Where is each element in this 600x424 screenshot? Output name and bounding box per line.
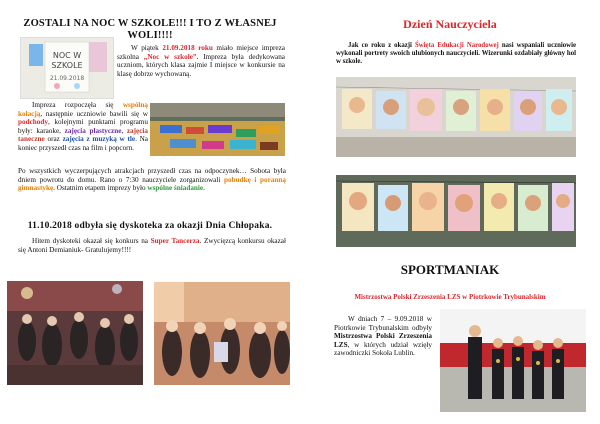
gym-photo xyxy=(150,103,285,156)
article-title-line2: WOLI!!!! xyxy=(127,30,173,41)
poster-text: NOC W xyxy=(52,51,82,60)
teachers-day-title: Dzień Nauczyciela xyxy=(403,17,497,31)
text: W piątek xyxy=(131,44,163,52)
portraits-photo-1 xyxy=(336,77,576,157)
highlight-dance: zajęcia taneczne xyxy=(18,126,148,144)
sportmaniak-title: SPORTMANIAK xyxy=(400,262,500,277)
disco-heading: 11.10.2018 odbyła się dyskoteka za okazji Dnia Chłopaka. xyxy=(27,221,273,231)
text: oraz xyxy=(44,135,63,144)
sport-subtitle: Mistrzostwa Polski Zrzeszenia LZS w Piotrkowie Trybunalskim xyxy=(354,293,546,301)
text: . xyxy=(203,184,205,193)
highlight-music: zajęcia z muzyką w tle xyxy=(62,135,136,144)
night-program-paragraph xyxy=(18,101,148,153)
text: , następnie uczniowie bawili się w xyxy=(40,109,148,118)
text: nasi wspaniali uczniowie wykonali portrety swoich ulubionych nauczycieli. Wizerunki ozdabiały główny hol w szkole. xyxy=(336,42,576,66)
teachers-day-paragraph xyxy=(336,42,576,67)
article-title-line1: ZOSTALI NA NOC W SZKOLE!!! I TO Z WŁASNEJ xyxy=(23,18,277,29)
championship-name: Mistrzostwa Polski Zrzeszenia LZS xyxy=(334,332,432,349)
text: miało miejsce impreza szkolna xyxy=(117,44,285,61)
text: , xyxy=(121,126,127,135)
text: W dniach 7 – 9.09.2018 w Piotrkowie Trybunalskim odbyły xyxy=(334,315,432,332)
sport-paragraph xyxy=(334,315,432,358)
highlight-art: zajęcia plastyczne xyxy=(64,126,122,135)
night-end-paragraph xyxy=(18,167,286,193)
svg-text:SZKOLE: SZKOLE xyxy=(51,61,83,70)
highlight-morning: pobudkę i poranną gimnastykę xyxy=(18,175,286,193)
text: , kolejnymi punktami programu były: karaoke, xyxy=(18,118,148,135)
disco-photo-2 xyxy=(154,282,290,385)
poster-photo xyxy=(20,37,114,99)
text: Hitem dyskoteki okazał się konkurs na xyxy=(32,237,151,245)
event-name: „Noc w szkole”. xyxy=(143,52,199,61)
highlight-dinner: wspólną kolacją xyxy=(18,101,148,118)
night-intro-paragraph xyxy=(117,44,285,78)
right-page xyxy=(300,0,600,424)
disco-photo-1 xyxy=(7,281,143,385)
portraits-photo-2 xyxy=(336,175,576,247)
text: . Na koniec przyszedł czas na film i popcorn. xyxy=(18,135,148,152)
text: . Ostatnim etapem imprezy było xyxy=(53,184,148,193)
sport-team-photo xyxy=(440,309,586,412)
highlight-games: podchody xyxy=(18,118,48,127)
highlight-breakfast: wspólne śniadanie xyxy=(147,184,204,193)
holiday-name: Święta Edukacji Narodowej xyxy=(414,42,499,49)
svg-text:21.09.2018: 21.09.2018 xyxy=(49,75,85,82)
contest-name: Super Tancerza xyxy=(150,237,200,245)
text: . Zwycięzcą konkursu okazał się Antoni Demianiuk- Gratulujemy!!!! xyxy=(18,237,286,254)
disco-paragraph xyxy=(18,237,286,254)
text: Impreza rozpoczęła się xyxy=(32,101,123,109)
text: Po wszystkich wyczerpujących atrakcjach przyszedł czas na odpoczynek… Sobota była dniem powrotu do domu. Rano o 7:30 nauczyciele zorganizowali xyxy=(18,167,286,184)
text: Jak co roku z okazji xyxy=(348,42,415,49)
text: Impreza była dedykowana uczniom, których klasa zajmie I miejsce w konkursie na klasę dobrze wychowaną. xyxy=(117,52,285,78)
event-date: 21.09.2018 roku xyxy=(162,44,213,52)
text: , w których udział wzięły zawodniczki Sokoła Lublin. xyxy=(334,340,432,358)
